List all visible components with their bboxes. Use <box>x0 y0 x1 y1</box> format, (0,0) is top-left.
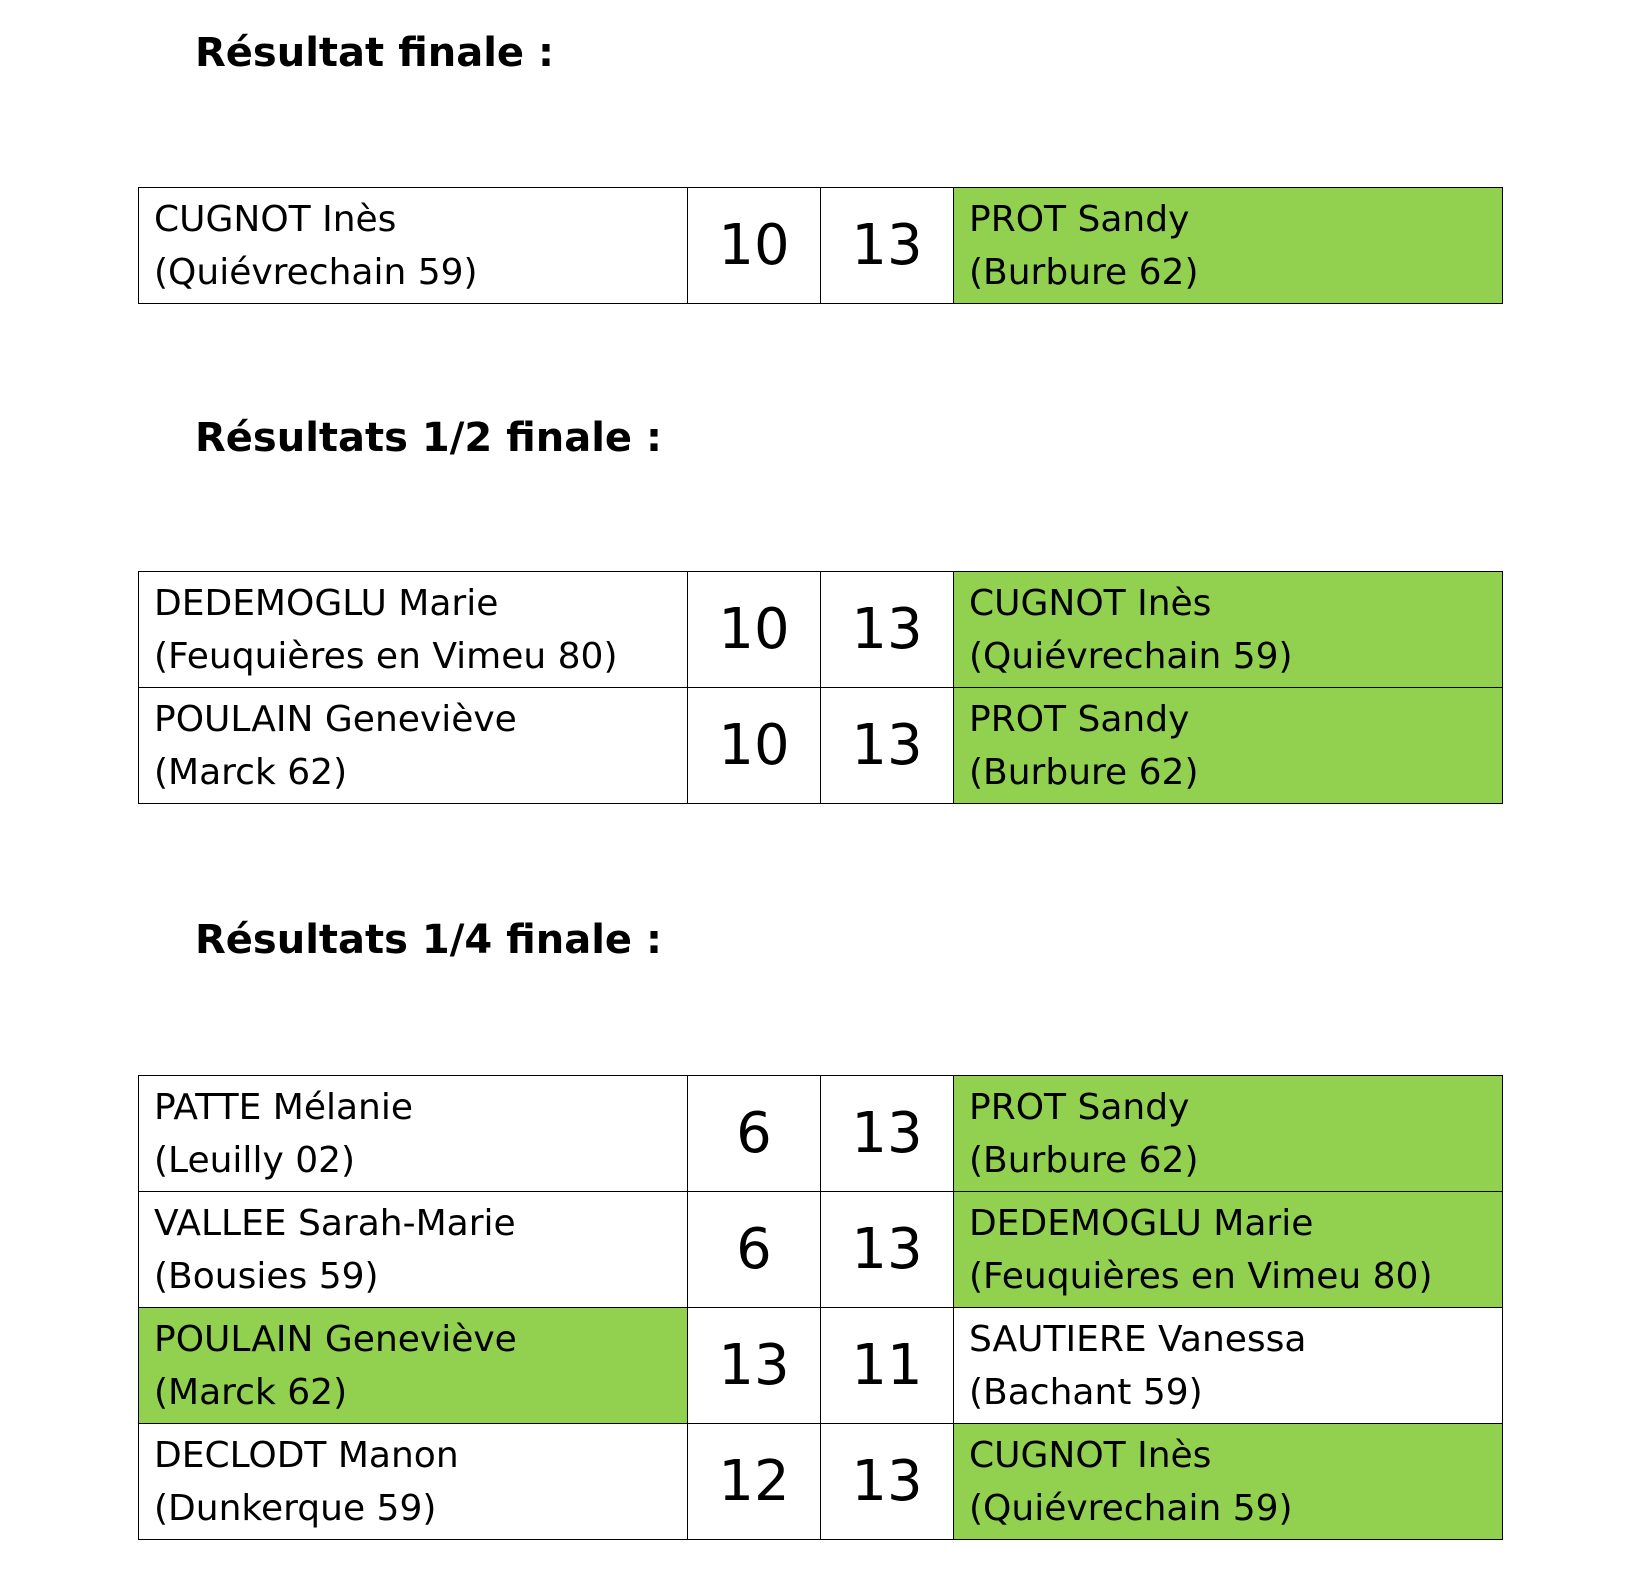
results-table-final <box>138 187 1503 304</box>
score-left: 6 <box>688 1192 821 1308</box>
player-club: (Quiévrechain 59) <box>154 251 478 293</box>
player-club: (Leuilly 02) <box>154 1139 356 1181</box>
player-left <box>139 1424 688 1540</box>
player-name: PROT Sandy <box>969 1086 1190 1128</box>
match-row <box>139 1424 1503 1540</box>
match-row <box>139 688 1503 804</box>
player-left <box>139 688 688 804</box>
score-right: 11 <box>821 1308 954 1424</box>
score-left: 10 <box>688 688 821 804</box>
player-left <box>139 188 688 304</box>
score-left: 10 <box>688 572 821 688</box>
player-left <box>139 572 688 688</box>
match-row <box>139 1076 1503 1192</box>
match-row <box>139 188 1503 304</box>
player-name: DEDEMOGLU Marie <box>969 1202 1314 1244</box>
player-left-winner <box>139 1308 688 1424</box>
player-name: DEDEMOGLU Marie <box>154 582 499 624</box>
player-name: DECLODT Manon <box>154 1434 459 1476</box>
player-right-winner <box>954 572 1503 688</box>
player-club: (Bousies 59) <box>154 1255 379 1297</box>
player-club: (Marck 62) <box>154 1371 348 1413</box>
match-row <box>139 1192 1503 1308</box>
player-name: POULAIN Geneviève <box>154 1318 517 1360</box>
score-left: 6 <box>688 1076 821 1192</box>
section-title-semi-final: Résultats 1/2 finale : <box>195 415 662 461</box>
score-left: 13 <box>688 1308 821 1424</box>
score-right: 13 <box>821 1192 954 1308</box>
player-club: (Bachant 59) <box>969 1371 1203 1413</box>
player-name: SAUTIERE Vanessa <box>969 1318 1307 1360</box>
match-row <box>139 572 1503 688</box>
score-left: 10 <box>688 188 821 304</box>
player-right <box>954 1308 1503 1424</box>
player-right-winner <box>954 688 1503 804</box>
player-club: (Quiévrechain 59) <box>969 635 1293 677</box>
player-right-winner <box>954 1424 1503 1540</box>
section-title-final: Résultat finale : <box>195 30 554 76</box>
player-club: (Quiévrechain 59) <box>969 1487 1293 1529</box>
player-club: (Feuquières en Vimeu 80) <box>969 1255 1433 1297</box>
player-right-winner <box>954 188 1503 304</box>
player-name: PROT Sandy <box>969 198 1190 240</box>
score-right: 13 <box>821 1424 954 1540</box>
player-left <box>139 1192 688 1308</box>
section-title-quarter-final: Résultats 1/4 finale : <box>195 917 662 963</box>
score-left: 12 <box>688 1424 821 1540</box>
player-club: (Dunkerque 59) <box>154 1487 437 1529</box>
results-table-quarter-final <box>138 1075 1503 1540</box>
player-left <box>139 1076 688 1192</box>
player-club: (Feuquières en Vimeu 80) <box>154 635 618 677</box>
player-name: VALLEE Sarah-Marie <box>154 1202 516 1244</box>
player-club: (Burbure 62) <box>969 251 1199 293</box>
player-name: PROT Sandy <box>969 698 1190 740</box>
player-club: (Burbure 62) <box>969 1139 1199 1181</box>
score-right: 13 <box>821 1076 954 1192</box>
player-name: CUGNOT Inès <box>969 1434 1212 1476</box>
player-club: (Burbure 62) <box>969 751 1199 793</box>
player-name: POULAIN Geneviève <box>154 698 517 740</box>
score-right: 13 <box>821 688 954 804</box>
match-row <box>139 1308 1503 1424</box>
player-name: CUGNOT Inès <box>969 582 1212 624</box>
player-name: CUGNOT Inès <box>154 198 397 240</box>
player-name: PATTE Mélanie <box>154 1086 414 1128</box>
player-right-winner <box>954 1192 1503 1308</box>
player-club: (Marck 62) <box>154 751 348 793</box>
results-table-semi-final <box>138 571 1503 804</box>
player-right-winner <box>954 1076 1503 1192</box>
score-right: 13 <box>821 572 954 688</box>
score-right: 13 <box>821 188 954 304</box>
